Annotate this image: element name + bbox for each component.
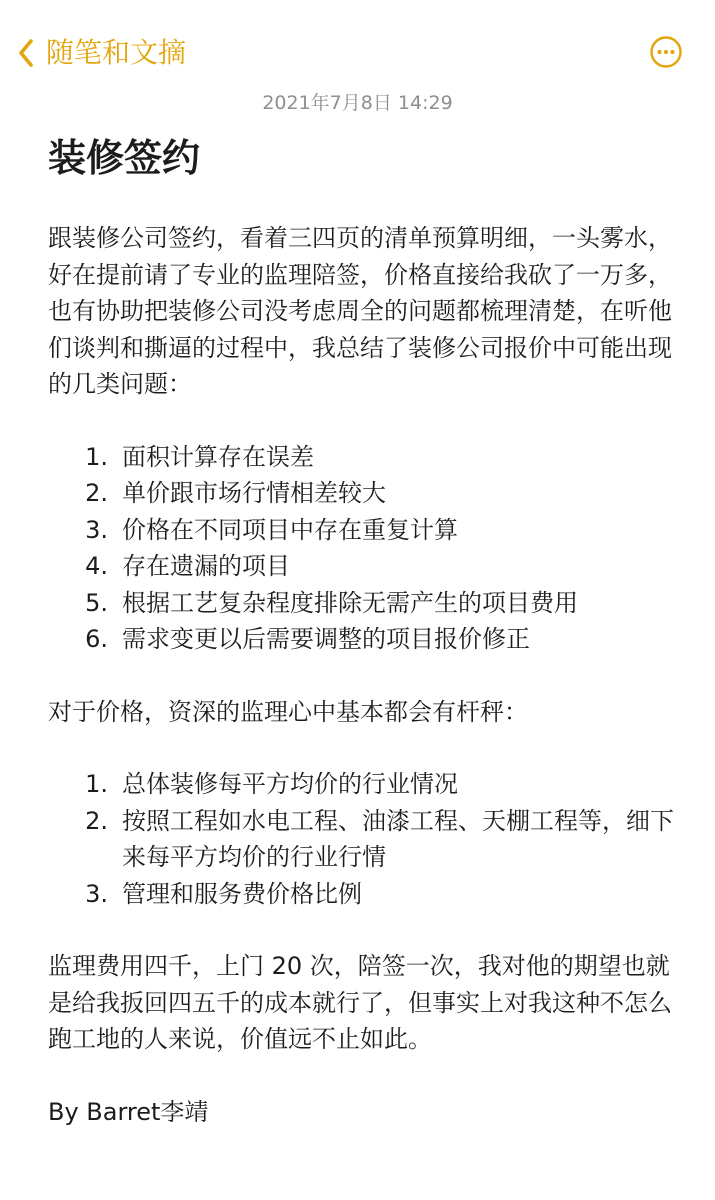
price-intro-paragraph: 对于价格，资深的监理心中基本都会有杆秤： [48,697,528,726]
list-item-text: 存在遗漏的项目 [122,552,290,580]
note-title: 装修签约 [48,136,201,180]
list-item [48,512,678,549]
list-number: 5. [85,588,108,617]
list-item [48,548,678,585]
back-button[interactable] [18,33,186,73]
list-item-text: 管理和服务费价格比例 [122,879,362,908]
list-number: 3. [85,515,108,544]
list-item [48,876,678,913]
list-item [48,803,678,876]
list-item-text: 根据工艺复杂程度排除无需产生的项目费用 [122,588,578,617]
list-number: 2. [85,806,108,835]
back-label: 随笔和文摘 [46,36,187,69]
list-number: 3. [85,879,108,908]
list-number: 6. [85,625,108,653]
list-item-text: 需求变更以后需要调整的项目报价修正 [122,625,530,653]
conclusion-paragraph: 监理费用四千，上门 20 次，陪签一次，我对他的期望也就是给我扳回四五千的成本就行了，但事实上对我这种不怎么跑工地的人来说，价值远不止如此。 [48,952,672,1053]
list-item [48,439,678,476]
intro-paragraph: 跟装修公司签约，看着三四页的清单预算明细，一头雾水，好在提前请了专业的监理陪签，价格直接给我砍了一万多，也有协助把装修公司没考虑周全的问题都梳理清楚，在听他们谈判和撕逼的过程中，我总结了装修公司报价中可能出现的几类问题： [48,224,672,398]
more-options-button[interactable] [650,36,682,68]
ellipsis-circle-icon [650,36,682,68]
note-body[interactable] [48,130,678,1130]
note-date: 2021年7月8日 14:29 [262,92,453,114]
list-item [48,621,678,658]
list-number: 4. [85,552,108,580]
list-item-text: 总体装修每平方均价的行业情况 [122,770,458,798]
list-item-text: 单价跟市场行情相差较大 [122,479,386,507]
list-number: 1. [85,442,108,471]
list-item-text: 面积计算存在误差 [122,442,314,471]
signature: By Barret李靖 [48,1097,209,1126]
navigation-bar [0,0,715,96]
list-item [48,585,678,622]
list-item-text: 按照工程如水电工程、油漆工程、天棚工程等，细下来每平方均价的行业行情 [122,806,674,871]
chevron-left-icon [18,38,34,68]
price-points-list [48,766,678,912]
list-item-text: 价格在不同项目中存在重复计算 [122,515,458,544]
list-number: 2. [85,479,108,507]
list-item [48,766,678,803]
list-number: 1. [85,770,108,798]
issues-list [48,439,678,658]
list-item [48,475,678,512]
